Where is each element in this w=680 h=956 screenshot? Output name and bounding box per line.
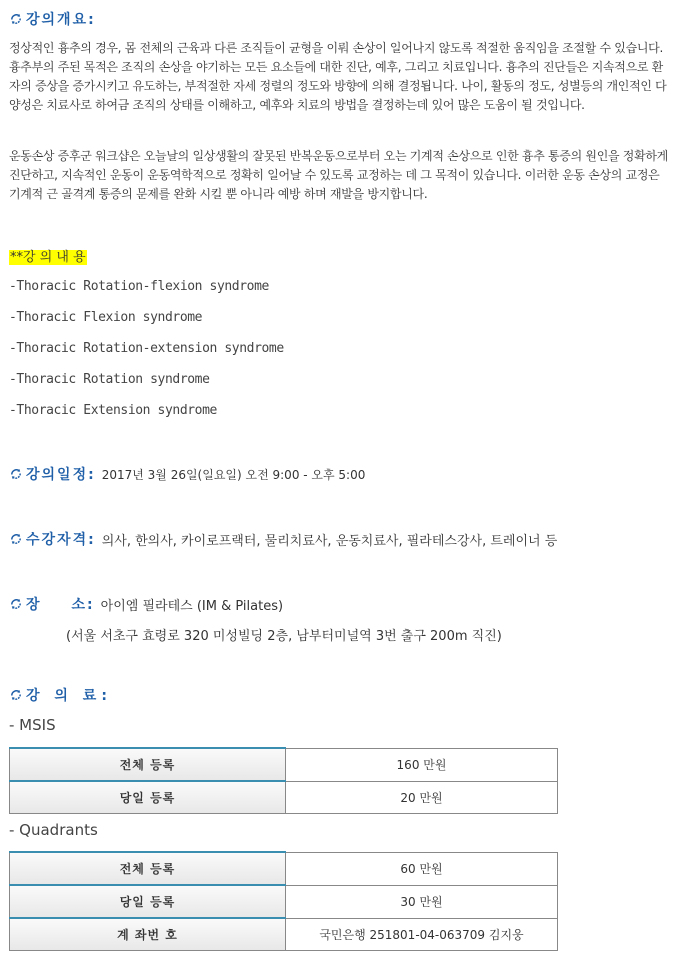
table-value: 160 만원 — [286, 748, 558, 781]
content-heading-text: **강 의 내 용 — [10, 250, 86, 265]
schedule-value: 2017년 3월 26일(일요일) 오전 9:00 - 오후 5:00 — [101, 467, 366, 482]
table-row — [10, 852, 558, 885]
refresh-arrows-icon — [9, 532, 23, 546]
refresh-arrows-icon — [9, 597, 23, 611]
refresh-arrows-icon — [9, 688, 23, 702]
location-label-end: 소: — [71, 597, 95, 613]
overview-paragraph-1: 정상적인 흉추의 경우, 몸 전체의 근육과 다른 조직들이 균형을 이뤄 손상이 일어나지 않도록 적절한 움직임을 조절할 수 있습니다. 흉추부의 주된 목적은 조직의 손상을 야기하는 모든 요소들에 대한 진단, 예후, 그리고 치료입니다. 흉추의 진단들은 지속적으로 환자의 증상을 증가시키고 유도하는, 부적절한 자세 정렬의 정도와 방향에 의해 결정됩니다. 나이, 활동의 정도, 성별등의 개인적인 다양성은 치료사로 하여금 조직의 상태를 이해하고, 예후와 치료의 방법을 결정하는데 있어 많은 도움이 될 것입니다. — [9, 41, 667, 112]
msis-title: - MSIS — [9, 716, 56, 734]
list-item: -Thoracic Extension syndrome — [9, 403, 217, 418]
quadrants-title: - Quadrants — [9, 821, 98, 839]
table-key: 당일 등록 — [10, 885, 286, 918]
list-item: -Thoracic Rotation-extension syndrome — [9, 341, 284, 356]
eligibility-label: 수강자격: — [26, 532, 96, 548]
refresh-arrows-icon — [9, 467, 23, 481]
table-key: 전체 등록 — [10, 852, 286, 885]
table-key: 계 좌번 호 — [10, 918, 286, 951]
schedule-row — [9, 464, 365, 484]
location-row — [9, 594, 283, 614]
table-row — [10, 781, 558, 814]
table-key: 당일 등록 — [10, 781, 286, 814]
list-item: -Thoracic Rotation syndrome — [9, 372, 210, 387]
fee-heading — [9, 685, 112, 705]
heading-text: 강의개요: — [26, 12, 96, 28]
location-address: (서울 서초구 효령로 320 미성빌딩 2층, 남부터미널역 3번 출구 200m 직진) — [66, 629, 502, 644]
table-value: 30 만원 — [286, 885, 558, 918]
table-value: 60 만원 — [286, 852, 558, 885]
msis-fee-table — [9, 747, 558, 814]
eligibility-value: 의사, 한의사, 카이로프랙터, 물리치료사, 운동치료사, 필라테스강사, 트레이너 등 — [101, 533, 558, 549]
location-value: 아이엠 필라테스 (IM & Pilates) — [100, 598, 284, 614]
list-item: -Thoracic Flexion syndrome — [9, 310, 203, 325]
table-row — [10, 885, 558, 918]
table-key: 전체 등록 — [10, 748, 286, 781]
overview-paragraph-2: 운동손상 증후군 워크샵은 오늘날의 일상생활의 잘못된 반복운동으로부터 오는 기계적 손상으로 인한 흉추 통증의 원인을 정확하게 진단하고, 지속적인 운동이 운동역학적으로 정확히 일어날 수 있도록 교정하는 데 그 목적이 있습니다. 이러한 운동 손상의 교정은 기계적 근 골격계 통증의 문제를 완화 시킬 뿐 아니라 예방 하며 재발을 방지합니다. — [9, 149, 668, 201]
table-row — [10, 748, 558, 781]
eligibility-row — [9, 529, 557, 549]
table-value: 20 만원 — [286, 781, 558, 814]
list-item: -Thoracic Rotation-flexion syndrome — [9, 279, 269, 294]
schedule-label: 강의일정: — [26, 467, 96, 483]
fee-label: 강 의 료: — [26, 688, 112, 704]
table-value: 국민은행 251801-04-063709 김지웅 — [286, 918, 558, 951]
location-label: 장 — [26, 597, 42, 613]
quadrants-fee-table — [9, 851, 558, 951]
content-heading — [9, 246, 87, 265]
table-row — [10, 918, 558, 951]
refresh-arrows-icon — [9, 12, 23, 26]
overview-heading — [9, 9, 96, 29]
